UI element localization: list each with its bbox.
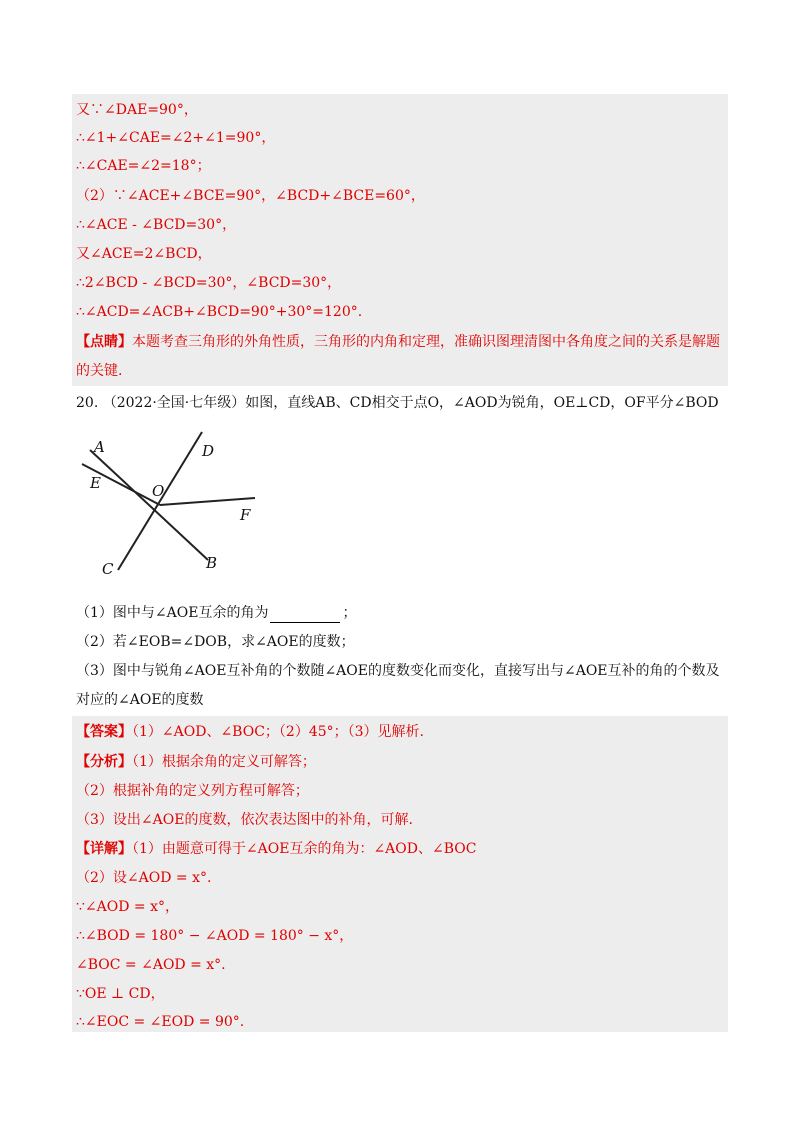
line-CD: [118, 432, 202, 570]
answer-blank: [270, 608, 340, 623]
label-E: E: [90, 474, 101, 492]
solution-line: ∴2∠BCD - ∠BCD=30°，∠BCD=30°，: [76, 275, 342, 291]
detail-line-4: ∴∠BOD = 180° − ∠AOD = 180° − x°，: [76, 928, 354, 944]
question-1-end: ；: [342, 605, 357, 621]
label-B: B: [206, 554, 218, 572]
geometry-figure: [80, 430, 270, 580]
label-F: F: [240, 506, 251, 524]
detail-line-3: ∵∠AOD = x°，: [76, 899, 179, 915]
solution-line: （2）∵∠ACE+∠BCE=90°，∠BCD+∠BCE=60°，: [76, 188, 425, 204]
problem-statement: 如图，直线AB、CD相交于点O，∠AOD为锐角，OE⊥CD，OF平分∠BOD: [245, 395, 719, 411]
detail-line-1: [76, 839, 476, 859]
analysis-line-2: （2）根据补角的定义列方程可解答；: [76, 783, 309, 799]
detail-tag: 【详解】: [76, 841, 132, 857]
detail-line-5: ∠BOC = ∠AOD = x°.: [76, 957, 226, 973]
analysis-line-3: （3）设出∠AOE的度数，依次表达图中的补角，可解.: [76, 812, 413, 828]
problem-stem: [76, 393, 719, 413]
question-1: [76, 603, 356, 623]
ray-OF: [160, 498, 255, 505]
answer-line: [76, 722, 424, 742]
line-AB: [90, 450, 208, 560]
problem-source: （2022·全国·七年级）: [102, 395, 246, 411]
comment-line-1: [76, 332, 720, 352]
question-3-line-1: （3）图中与锐角∠AOE互补角的个数随∠AOE的度数变化而变化，直接写出与∠AOE互补的角的个数及: [76, 663, 720, 679]
analysis-line-1: [76, 752, 316, 772]
label-A: A: [94, 438, 105, 456]
solution-line: 又∠ACE=2∠BCD，: [76, 246, 212, 262]
detail-text-1: （1）由题意可得于∠AOE互余的角为：∠AOD、∠BOC: [132, 841, 477, 857]
comment-tag: 【点睛】: [76, 334, 132, 350]
detail-line-6: ∵OE ⊥ CD，: [76, 986, 165, 1002]
question-3-line-2: 对应的∠AOE的度数: [76, 692, 204, 708]
solution-line: ∴∠ACE - ∠BCD=30°，: [76, 217, 237, 233]
solution-line: ∴∠ACD=∠ACB+∠BCD=90°+30°=120°.: [76, 304, 363, 320]
solution-line: ∴∠1+∠CAE=∠2+∠1=90°，: [76, 130, 276, 146]
answer-text: （1）∠AOD、∠BOC；（2）45°；（3）见解析.: [132, 724, 424, 740]
analysis-text-1: （1）根据余角的定义可解答；: [132, 754, 316, 770]
question-1-text: （1）图中与∠AOE互余的角为: [76, 605, 269, 621]
question-2: （2）若∠EOB=∠DOB，求∠AOE的度数；: [76, 634, 355, 650]
solution-line: 又∵∠DAE=90°，: [76, 102, 198, 118]
solution-line: ∴∠CAE=∠2=18°；: [76, 158, 211, 174]
comment-text: 本题考查三角形的外角性质，三角形的内角和定理，准确识图理清图中各角度之间的关系是解题: [132, 334, 720, 350]
answer-tag: 【答案】: [76, 724, 132, 740]
label-D: D: [202, 442, 215, 460]
problem-number: 20.: [76, 395, 99, 411]
detail-line-2: （2）设∠AOD = x°.: [76, 870, 212, 886]
comment-line-2: 的关键.: [76, 363, 123, 379]
label-C: C: [102, 560, 114, 578]
analysis-tag: 【分析】: [76, 754, 132, 770]
label-O: O: [152, 482, 165, 500]
detail-line-7: ∴∠EOC = ∠EOD = 90°.: [76, 1014, 245, 1030]
